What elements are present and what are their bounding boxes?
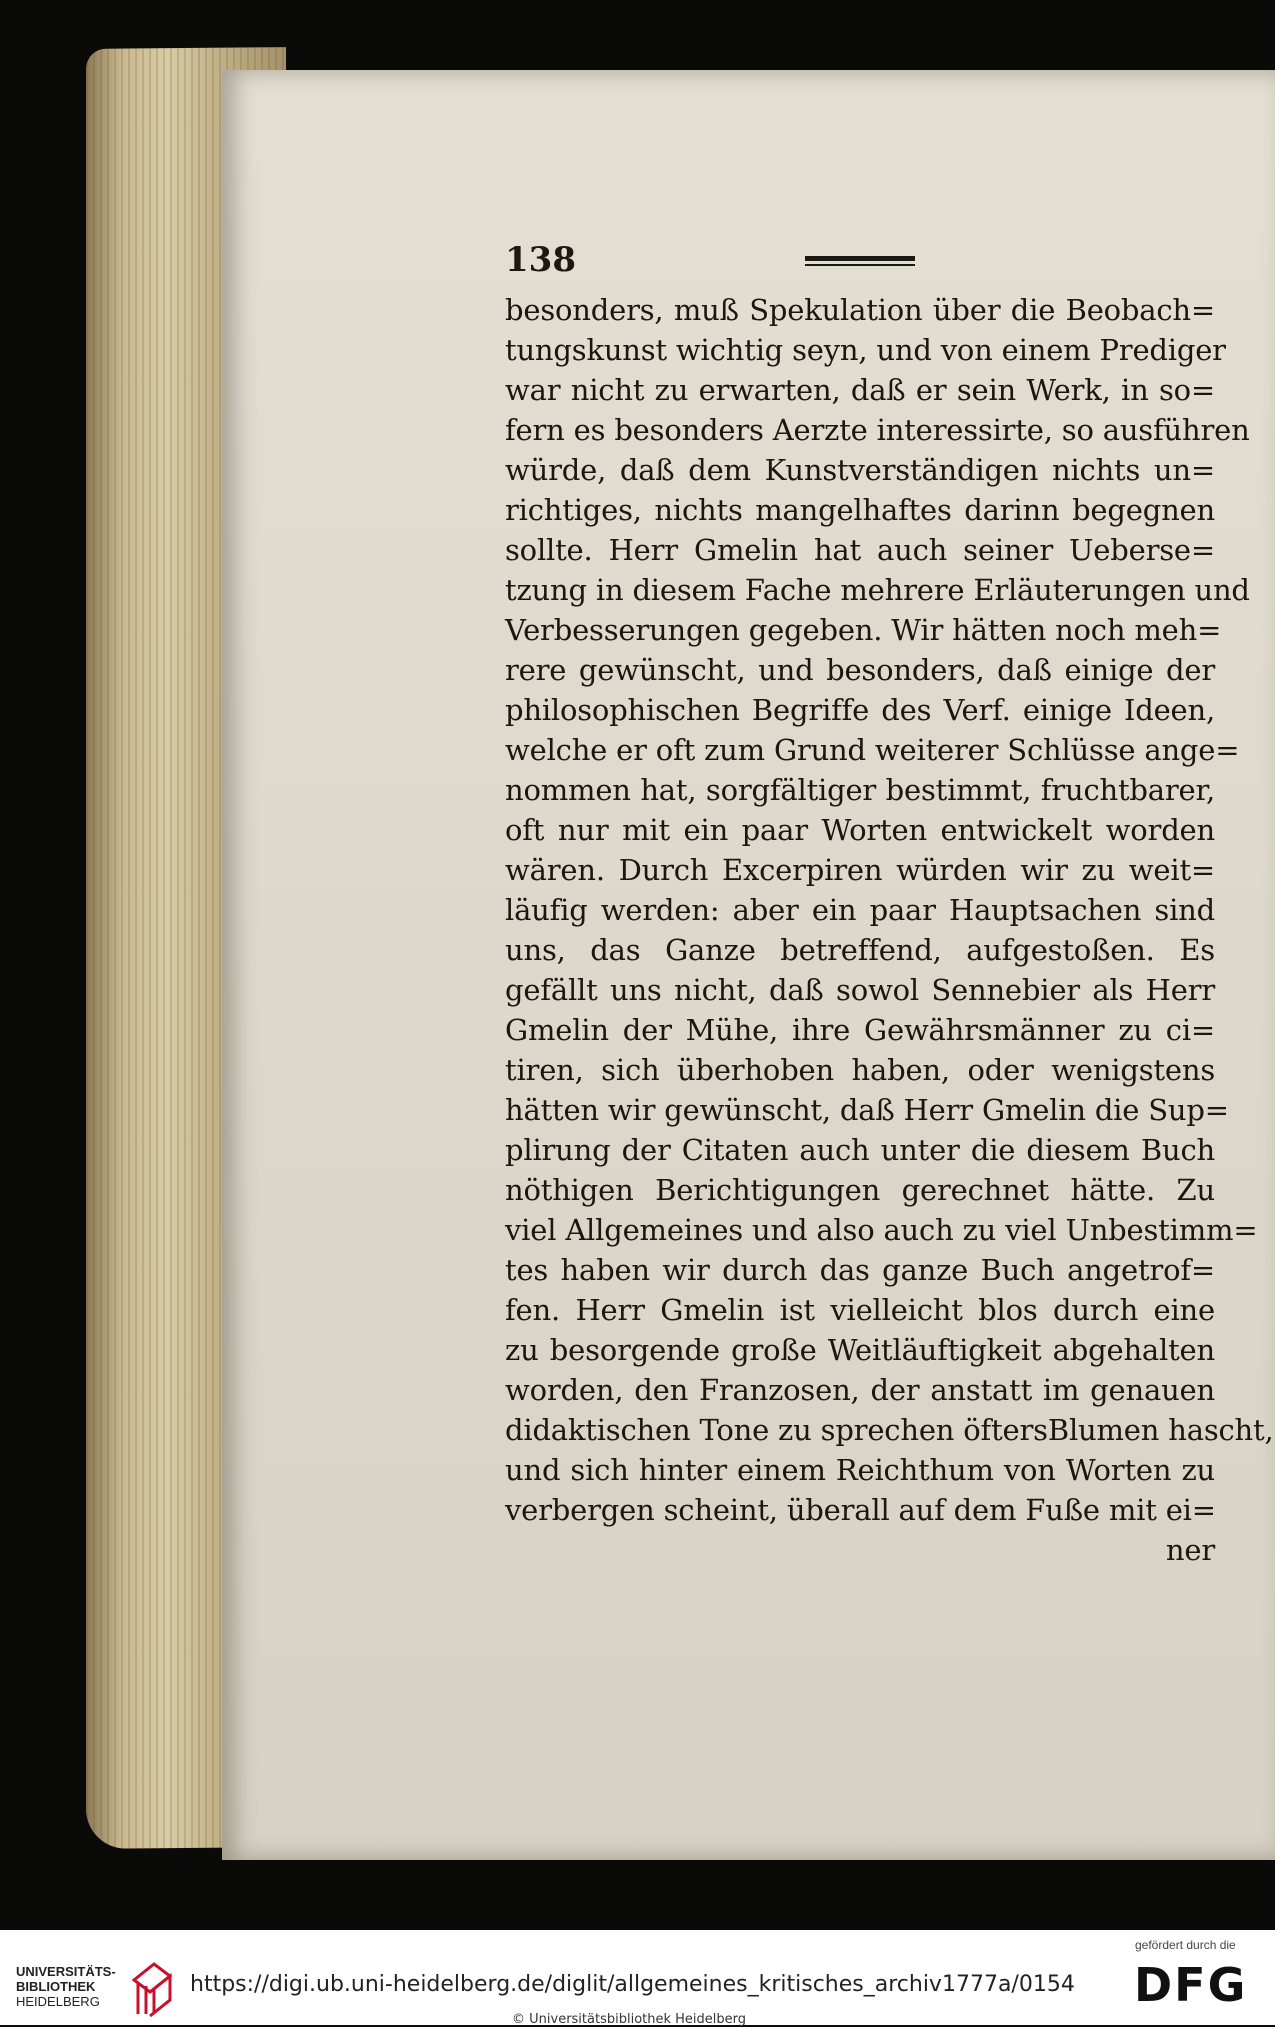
text-line: Gmelin der Mühe, ihre Gewährsmänner zu ci= [505,1013,1215,1047]
text-line: uns, das Ganze betreffend, aufgestoßen. Es [505,933,1215,967]
text-line: fern es besonders Aerzte interessirte, so ausführen [505,413,1250,447]
text-line: tiren, sich überhoben haben, oder wenigstens [505,1053,1215,1087]
page-content [505,240,1274,1570]
text-line: gefällt uns nicht, daß sowol Sennebier als Herr [505,973,1215,1007]
library-name-line: BIBLIOTHEK [16,1979,96,1994]
text-line: hätten wir gewünscht, daß Herr Gmelin die Sup= [505,1093,1229,1127]
text-line: verbergen scheint, überall auf dem Fuße mit ei= [505,1493,1216,1527]
page-header [505,240,1215,290]
text-line: welche er oft zum Grund weiterer Schlüsse ange= [505,733,1240,767]
text-line: Verbesserungen gegeben. Wir hätten noch meh= [505,613,1222,647]
text-line: läufig werden: aber ein paar Hauptsachen sind [505,893,1215,927]
text-line: würde, daß dem Kunstverständigen nichts un= [505,453,1215,487]
text-line: wären. Durch Excerpiren würden wir zu weit= [505,853,1215,887]
text-line: rere gewünscht, und besonders, daß einige der [505,653,1215,687]
text-line: besonders, muß Spekulation über die Beobach= [505,293,1215,327]
text-line: ner [1165,1533,1215,1567]
text-line: plirung der Citaten auch unter die diesem Buch [505,1133,1215,1167]
viewer-footer [0,1930,1275,2025]
text-line: philosophischen Begriffe des Verf. einige Ideen, [505,693,1215,727]
text-line: richtiges, nichts mangelhaftes darinn begegnen [505,493,1215,527]
text-line: viel Allgemeines und also auch zu viel Unbestimm= [505,1213,1258,1247]
header-rule [805,256,915,268]
text-line: nommen hat, sorgfältiger bestimmt, fruchtbarer, [505,773,1215,807]
text-line: oft nur mit ein paar Worten entwickelt worden [505,813,1215,847]
text-line: zu besorgende große Weitläuftigkeit abgehalten [505,1333,1215,1367]
text-line: nöthigen Berichtigungen gerechnet hätte. Zu [505,1173,1215,1207]
library-name-line: UNIVERSITÄTS- [16,1964,116,1979]
page-number: 138 [505,240,576,280]
text-line: fen. Herr Gmelin ist vielleicht blos durch eine [505,1293,1215,1327]
text-body [505,290,1274,1570]
text-line: didaktischen Tone zu sprechen öftersBlumen hascht, [505,1413,1274,1447]
funding-label: gefördert durch die [1135,1938,1236,1952]
text-line: tzung in diesem Fache mehrere Erläuterungen und [505,573,1250,607]
text-line: worden, den Franzosen, der anstatt im genauen [505,1373,1215,1407]
library-name-line: HEIDELBERG [16,1994,100,2009]
copyright-notice: © Universitätsbibliothek Heidelberg [512,2012,747,2027]
text-line: tes haben wir durch das ganze Buch angetrof= [505,1253,1215,1287]
text-line: tungskunst wichtig seyn, und von einem Prediger [505,333,1226,367]
document-url-link[interactable]: https://digi.ub.uni-heidelberg.de/diglit/allgemeines_kritisches_archiv1777a/0154 [190,1972,1075,1997]
dfg-logo: DFG [1134,1958,1248,2012]
library-name [16,1964,116,2009]
library-logo-icon [128,1960,176,2018]
text-line: war nicht zu erwarten, daß er sein Werk, in so= [505,373,1215,407]
text-line: sollte. Herr Gmelin hat auch seiner Uebersе= [505,533,1215,567]
text-line: und sich hinter einem Reichthum von Worten zu [505,1453,1215,1487]
